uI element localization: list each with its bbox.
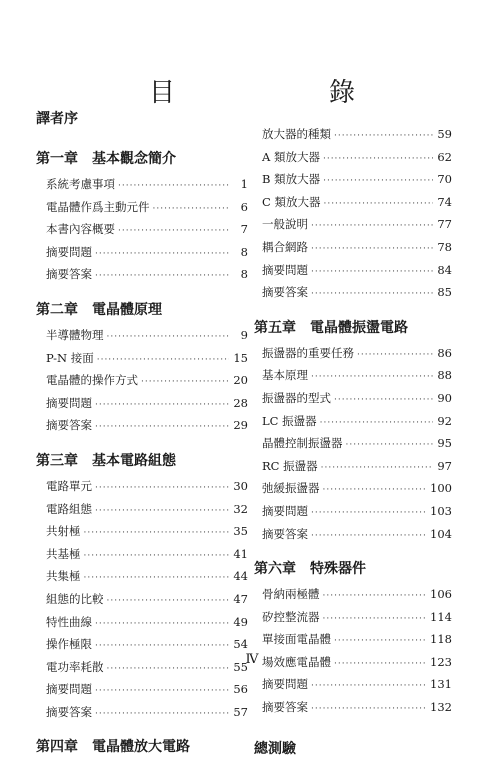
toc-entry[interactable] <box>36 589 248 612</box>
page-title: 目 錄 <box>148 78 389 108</box>
dot-leader <box>95 681 229 702</box>
toc-entry-page: 54 <box>233 637 248 652</box>
toc-entry-title: 一般說明 <box>262 217 308 232</box>
toc-entry-page: 95 <box>437 436 452 451</box>
dot-leader <box>323 171 433 192</box>
dot-leader <box>118 176 229 197</box>
chapter-3-entries <box>36 476 248 725</box>
toc-entry-page: 118 <box>430 632 452 647</box>
dot-leader <box>320 413 433 434</box>
chapter-6-heading[interactable]: 第六章 特殊器件 <box>254 561 366 578</box>
dot-leader <box>334 126 433 147</box>
dot-leader <box>311 239 433 260</box>
toc-entry-page: 131 <box>430 677 452 692</box>
dot-leader <box>323 586 428 607</box>
toc-entry[interactable] <box>36 325 248 348</box>
toc-entry-page: 44 <box>233 569 248 584</box>
toc-entry[interactable] <box>36 174 248 197</box>
toc-entry[interactable] <box>36 219 248 242</box>
toc-entry-title: 本書內容概要 <box>46 222 115 237</box>
toc-entry-page: 56 <box>233 682 248 697</box>
chapter-4-heading[interactable]: 第四章 電晶體放大電路 <box>36 739 190 756</box>
toc-entry-page: 8 <box>240 244 248 259</box>
toc-entry[interactable] <box>254 433 452 456</box>
toc-entry-page: 78 <box>437 239 452 254</box>
toc-entry-title: 摘要問題 <box>46 682 92 697</box>
toc-entry-title: 放大器的種類 <box>262 127 331 141</box>
toc-entry-title: 場效應電晶體 <box>262 654 331 669</box>
toc-entry-title: 晶體控制振盪器 <box>262 436 343 451</box>
dot-leader <box>95 244 229 265</box>
dot-leader <box>95 266 229 287</box>
toc-entry-title: 摘要答案 <box>262 285 308 300</box>
toc-entry-title: 系統考慮事項 <box>46 177 115 191</box>
toc-entry-page: 132 <box>430 700 452 715</box>
dot-leader <box>84 546 230 567</box>
toc-entry-title: 矽控整流器 <box>262 609 320 624</box>
toc-entry-title: 電功率耗散 <box>46 659 104 674</box>
dot-leader <box>346 435 434 456</box>
chapter-5-heading[interactable]: 第五章 電晶體振盪電路 <box>254 319 408 336</box>
dot-leader <box>311 699 427 720</box>
toc-entry-title: B 類放大器 <box>262 172 321 187</box>
dot-leader <box>334 631 427 652</box>
toc-entry-page: 90 <box>437 390 452 405</box>
toc-entry[interactable] <box>36 264 248 287</box>
dot-leader <box>334 390 433 411</box>
toc-entry[interactable] <box>36 242 248 265</box>
toc-entry-title: 摘要問題 <box>46 395 92 410</box>
toc-entry[interactable] <box>254 456 452 479</box>
toc-entry-page: 49 <box>233 614 248 629</box>
dot-leader <box>84 523 230 544</box>
dot-leader <box>323 194 433 215</box>
chapter-3-heading[interactable]: 第三章 基本電路組態 <box>36 452 176 469</box>
toc-entry-page: 100 <box>430 481 452 496</box>
toc-entry-page: 28 <box>233 395 248 410</box>
dot-leader <box>311 526 427 547</box>
toc-entry-title: C 類放大器 <box>262 194 321 209</box>
toc-entry-title: 摘要答案 <box>46 704 92 719</box>
toc-entry[interactable] <box>36 702 248 725</box>
toc-entry[interactable] <box>254 629 452 652</box>
toc-entry-page: 35 <box>233 524 248 539</box>
toc-entry-title: 特性曲線 <box>46 614 92 629</box>
toc-entry[interactable] <box>36 499 248 522</box>
toc-entry[interactable] <box>36 197 248 220</box>
toc-entry-title: 共射極 <box>46 524 81 539</box>
dot-leader <box>311 503 427 524</box>
toc-entry-title: P-N 接面 <box>46 350 94 365</box>
toc-entry-page: 29 <box>233 418 248 433</box>
dot-leader <box>323 149 433 170</box>
dot-leader <box>153 199 230 220</box>
toc-entry-page: 9 <box>240 327 248 342</box>
toc-entry-page: 92 <box>437 413 452 428</box>
toc-entry-page: 1 <box>240 177 248 191</box>
toc-entry-title: 電晶體作爲主動元件 <box>46 199 150 214</box>
toc-entry-title: 電路組態 <box>46 501 92 516</box>
toc-entry-page: 20 <box>233 373 248 388</box>
toc-entry-page: 104 <box>430 526 452 541</box>
chapter-1-entries <box>36 174 248 287</box>
toc-entry[interactable] <box>36 348 248 371</box>
dot-leader <box>357 345 433 366</box>
chapter-2-heading[interactable]: 第二章 電晶體原理 <box>36 301 162 318</box>
toc-entry[interactable] <box>254 260 452 283</box>
toc-entry-page: 47 <box>233 591 248 606</box>
toc-entry-title: 電晶體的操作方式 <box>46 373 138 388</box>
toc-entry[interactable] <box>36 521 248 544</box>
toc-entry-title: 弛緩振盪器 <box>262 481 320 496</box>
dot-leader <box>95 478 229 499</box>
toc-entry-title: 摘要問題 <box>46 244 92 259</box>
preface-heading[interactable]: 譯者序 <box>36 111 78 127</box>
toc-entry[interactable] <box>254 237 452 260</box>
dot-leader <box>323 480 428 501</box>
toc-entry-page: 15 <box>233 350 248 365</box>
toc-entry[interactable] <box>36 566 248 589</box>
toc-entry-title: 摘要問題 <box>262 262 308 277</box>
toc-entry-page: 103 <box>430 503 452 518</box>
toc-entry[interactable] <box>36 415 248 438</box>
toc-entry[interactable] <box>254 214 452 237</box>
dot-leader <box>311 262 433 283</box>
toc-entry[interactable] <box>254 674 452 697</box>
toc-entry-title: 摘要問題 <box>262 503 308 518</box>
toc-entry-title: 振盪器的型式 <box>262 390 331 405</box>
toc-entry-title: 電路單元 <box>46 478 92 493</box>
toc-entry[interactable] <box>254 607 452 630</box>
toc-entry-title: LC 振盪器 <box>262 413 317 428</box>
toc-entry-page: 70 <box>437 172 452 187</box>
toc-entry-page: 59 <box>437 127 452 141</box>
toc-entry[interactable] <box>36 370 248 393</box>
toc-entry[interactable] <box>36 476 248 499</box>
toc-entry[interactable] <box>254 388 452 411</box>
dot-leader <box>97 350 229 371</box>
toc-entry-title: 摘要問題 <box>262 677 308 692</box>
toc-entry-title: 摘要答案 <box>46 267 92 282</box>
final-test-heading[interactable]: 總測驗 <box>254 740 296 757</box>
toc-entry-title: 耦合網路 <box>262 239 308 254</box>
toc-entry-page: 32 <box>233 501 248 516</box>
toc-entry[interactable] <box>36 679 248 702</box>
dot-leader <box>311 367 433 388</box>
toc-entry-title: 摘要答案 <box>262 526 308 541</box>
toc-entry-title: 振盪器的重要任務 <box>262 345 354 360</box>
toc-entry-page: 74 <box>437 194 452 209</box>
toc-entry-page: 7 <box>240 222 248 237</box>
toc-entry[interactable] <box>254 501 452 524</box>
toc-right-column <box>254 124 452 764</box>
toc-entry-title: 骨納兩極體 <box>262 587 320 602</box>
toc-entry-title: 基本原理 <box>262 368 308 383</box>
toc-entry-page: 123 <box>430 654 452 669</box>
toc-entry[interactable] <box>254 584 452 607</box>
toc-entry-page: 88 <box>437 368 452 383</box>
chapter-2-entries <box>36 325 248 438</box>
dot-leader <box>321 458 433 479</box>
toc-entry-page: 6 <box>240 199 248 214</box>
chapter-5-entries <box>254 343 452 546</box>
chapter-4-entries <box>254 124 452 305</box>
toc-entry-page: 8 <box>240 267 248 282</box>
toc-entry-title: 組態的比較 <box>46 591 104 606</box>
toc-entry-page: 41 <box>233 546 248 561</box>
toc-entry-title: 摘要答案 <box>262 700 308 715</box>
toc-entry[interactable] <box>254 192 452 215</box>
toc-entry-page: 77 <box>437 217 452 232</box>
toc-entry-page: 85 <box>437 285 452 300</box>
toc-entry-title: 半導體物理 <box>46 327 104 342</box>
toc-entry[interactable] <box>254 478 452 501</box>
toc-entry[interactable] <box>36 612 248 635</box>
toc-entry-page: 62 <box>437 149 452 164</box>
dot-leader <box>118 221 229 242</box>
toc-entry-page: 55 <box>233 659 248 674</box>
dot-leader <box>141 372 229 393</box>
dot-leader <box>311 216 433 237</box>
toc-entry-page: 57 <box>233 704 248 719</box>
dot-leader <box>107 591 230 612</box>
toc-entry-title: 摘要答案 <box>46 418 92 433</box>
toc-entry-title: A 類放大器 <box>262 149 320 164</box>
toc-entry-page: 30 <box>233 478 248 493</box>
toc-entry[interactable] <box>254 147 452 170</box>
toc-entry-title: 共基極 <box>46 546 81 561</box>
toc-entry-page: 97 <box>437 458 452 473</box>
toc-entry-title: 操作極限 <box>46 637 92 652</box>
toc-entry-page: 114 <box>430 609 452 624</box>
dot-leader <box>323 609 428 630</box>
dot-leader <box>311 284 433 305</box>
toc-entry[interactable] <box>254 365 452 388</box>
toc-entry[interactable] <box>254 124 452 147</box>
dot-leader <box>84 568 230 589</box>
dot-leader <box>95 417 229 438</box>
dot-leader <box>95 614 229 635</box>
toc-entry-page: 106 <box>430 587 452 602</box>
toc-entry[interactable] <box>254 411 452 434</box>
toc-entry-title: 單接面電晶體 <box>262 632 331 647</box>
toc-entry-title: RC 振盪器 <box>262 458 318 473</box>
toc-entry-page: 86 <box>437 345 452 360</box>
dot-leader <box>95 395 229 416</box>
dot-leader <box>311 676 427 697</box>
chapter-1-heading[interactable]: 第一章 基本觀念簡介 <box>36 151 176 167</box>
dot-leader <box>95 501 229 522</box>
toc-entry[interactable] <box>254 697 452 720</box>
dot-leader <box>107 327 230 348</box>
toc-entry-title: 共集極 <box>46 569 81 584</box>
toc-entry[interactable] <box>36 544 248 567</box>
toc-entry[interactable] <box>254 282 452 305</box>
toc-entry[interactable] <box>254 169 452 192</box>
toc-entry[interactable] <box>254 343 452 366</box>
page-number: Ⅳ <box>245 652 259 667</box>
dot-leader <box>95 704 229 725</box>
toc-entry[interactable] <box>36 393 248 416</box>
toc-entry-page: 84 <box>437 262 452 277</box>
toc-entry[interactable] <box>254 524 452 547</box>
